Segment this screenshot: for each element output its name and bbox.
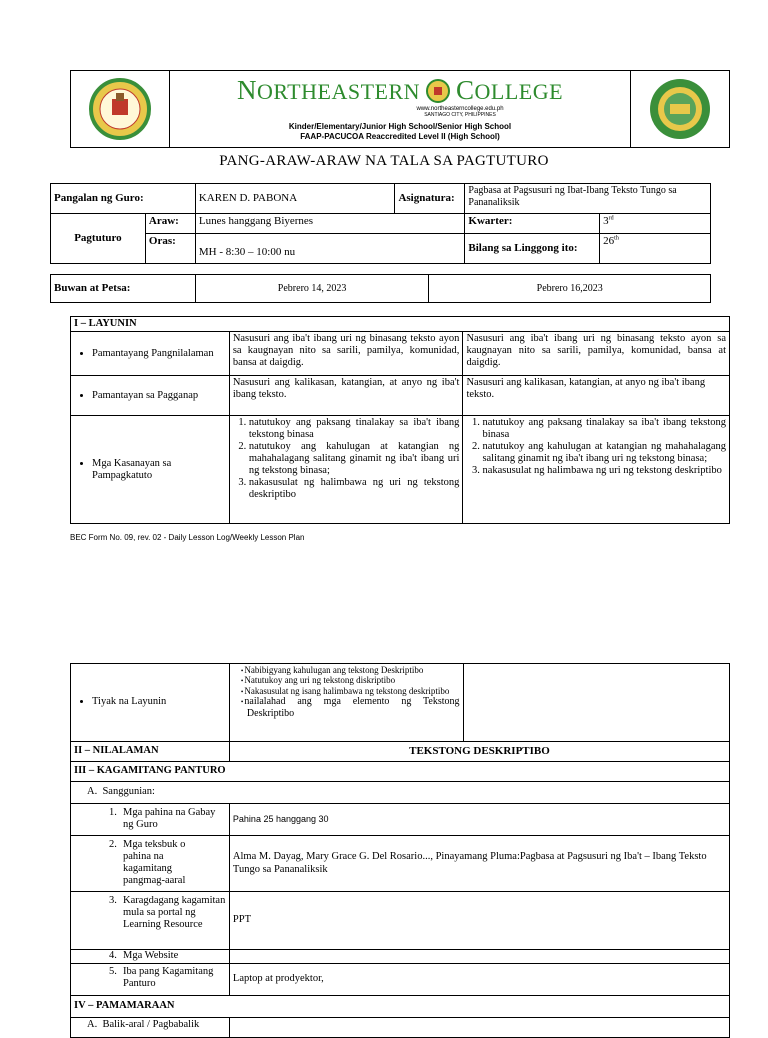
date-1: Pebrero 14, 2023	[195, 275, 429, 303]
procedure-item-a-value	[229, 1018, 729, 1038]
college-emblem-icon	[426, 79, 450, 103]
basic-education-logo	[631, 71, 729, 147]
school-levels: Kinder/Elementary/Junior High School/Senior High School	[288, 122, 512, 132]
form-footer: BEC Form No. 09, rev. 02 - Daily Lesson Log/Weekly Lesson Plan	[70, 533, 305, 542]
college-brand	[169, 75, 631, 142]
ref-value-5: Laptop at prodyektor,	[229, 964, 729, 996]
objectives-section-title: I – LAYUNIN	[71, 317, 730, 332]
day-label: Araw:	[145, 214, 195, 234]
content-value: TEKSTONG DESKRIPTIBO	[229, 742, 729, 762]
procedure-item-a: A. Balik-aral / Pagbabalik	[71, 1018, 230, 1038]
performance-standard-label: • Pamantayan sa Pagganap	[71, 376, 230, 416]
time-value: MH - 8:30 – 10:00 nu	[195, 234, 465, 264]
ref-label-2: 2. Mga teksbuk o pahina na kagamitang pangmag-aaral	[71, 836, 230, 892]
performance-standard-2: Nasusuri ang kalikasan, katangian, at anyo ng iba't ibang teksto.	[463, 376, 730, 416]
day-value: Lunes hanggang Biyernes	[195, 214, 465, 234]
content-standard-2: Nasusuri ang iba't ibang uri ng binasang teksto ayon sa kaugnayan nito sa sarili, pamilya, komunidad, bansa at daigdig.	[463, 332, 730, 376]
week-value: 26th	[600, 234, 711, 264]
teacher-name: KAREN D. PABONA	[195, 184, 395, 214]
content-section-title: II – NILALAMAN	[71, 742, 230, 762]
quarter-value: 3rd	[600, 214, 711, 234]
city: SANTIAGO CITY, PHILIPPINES	[424, 111, 496, 118]
competency-list-2: 1. natutukoy ang paksang tinalakay sa iba't ibang tekstong binasa 2. natutukoy ang kahulugan at katangian ng mahahalagang salitang ginamit ng iba't ibang uri ng tekstong binasa; 3. nakasusulat ng halimbawa ng uri ng tekstong deskriptibo	[463, 416, 730, 524]
ref-value-3: PPT	[229, 892, 729, 950]
objectives-table	[70, 316, 730, 524]
time-label: Oras:	[145, 234, 195, 264]
specific-objectives-label: • Tiyak na Layunin	[71, 664, 230, 742]
materials-section-title: III – KAGAMITANG PANTURO	[71, 762, 730, 782]
lesson-plan-table	[70, 663, 730, 1038]
competency-label: • Mga Kasanayan sa Pampagkatuto	[71, 416, 230, 524]
content-standard-1: Nasusuri ang iba't ibang uri ng binasang teksto ayon sa kaugnayan nito sa sarili, pamilya, komunidad, bansa at daigdig.	[229, 332, 463, 376]
references-label: A. Sanggunian:	[71, 782, 730, 804]
specific-objectives-list: • Nabibigyang kahulugan ang tekstong Deskriptibo • Natutukoy ang uri ng tekstong diskriptibo • Nakasusulat ng isang halimbawa ng tekstong deskriptibo • nailalahad ang mga elemento ng Tekstong Deskriptibo	[229, 664, 463, 742]
left-logo-cell	[71, 71, 170, 147]
teaching-label: Pagtuturo	[51, 214, 146, 264]
teacher-label: Pangalan ng Guro:	[51, 184, 196, 214]
procedure-section-title: IV – PAMAMARAAN	[71, 996, 730, 1018]
school-seal-logo	[71, 71, 169, 147]
website: www.northeasterncollege.edu.ph	[416, 106, 504, 112]
week-label: Bilang sa Linggong ito:	[465, 234, 600, 264]
subject-value: Pagbasa at Pagsusuri ng Ibat-Ibang Teksto Tungo sa Pananaliksik	[465, 184, 711, 214]
date-2: Pebrero 16,2023	[429, 275, 711, 303]
ref-value-1: Pahina 25 hanggang 30	[229, 804, 729, 836]
performance-standard-1: Nasusuri ang kalikasan, katangian, at anyo ng iba't ibang teksto.	[229, 376, 463, 416]
date-label: Buwan at Petsa:	[51, 275, 196, 303]
competency-list-1: 1. natutukoy ang paksang tinalakay sa iba't ibang tekstong binasa 2. natutukoy ang kahulugan at katangian ng mahahalagang salitang ginamit ng iba't ibang uri ng tekstong binasa; 3. nakasusulat ng halimbawa ng uri ng tekstong deskriptibo	[229, 416, 463, 524]
ref-label-4: 4. Mga Website	[71, 950, 230, 964]
date-table	[50, 274, 711, 303]
ref-label-3: 3. Karagdagang kagamitan mula sa portal ng Learning Resource	[71, 892, 230, 950]
subject-label: Asignatura:	[395, 184, 465, 214]
specific-objectives-blank	[463, 664, 729, 742]
accreditation: FAAP-PACUCOA Reaccredited Level II (High School)	[300, 132, 500, 142]
college-name: NORTHEASTERN COLLEGE	[236, 75, 564, 105]
letterhead	[70, 70, 730, 148]
document-title: PANG-ARAW-ARAW NA TALA SA PAGTUTURO	[219, 153, 549, 169]
ref-label-5: 5. Iba pang Kagamitang Panturo	[71, 964, 230, 996]
quarter-label: Kwarter:	[465, 214, 600, 234]
ref-value-4	[229, 950, 729, 964]
ref-value-2: Alma M. Dayag, Mary Grace G. Del Rosario..., Pinayamang Pluma:Pagbasa at Pagsusuri ng Iba't – Ibang Teksto Tungo sa Pananaliksik	[229, 836, 729, 892]
teacher-info-table	[50, 183, 711, 264]
ref-label-1: 1. Mga pahina na Gabay ng Guro	[71, 804, 230, 836]
right-logo-cell	[630, 71, 729, 147]
content-standard-label: • Pamantayang Pangnilalaman	[71, 332, 230, 376]
